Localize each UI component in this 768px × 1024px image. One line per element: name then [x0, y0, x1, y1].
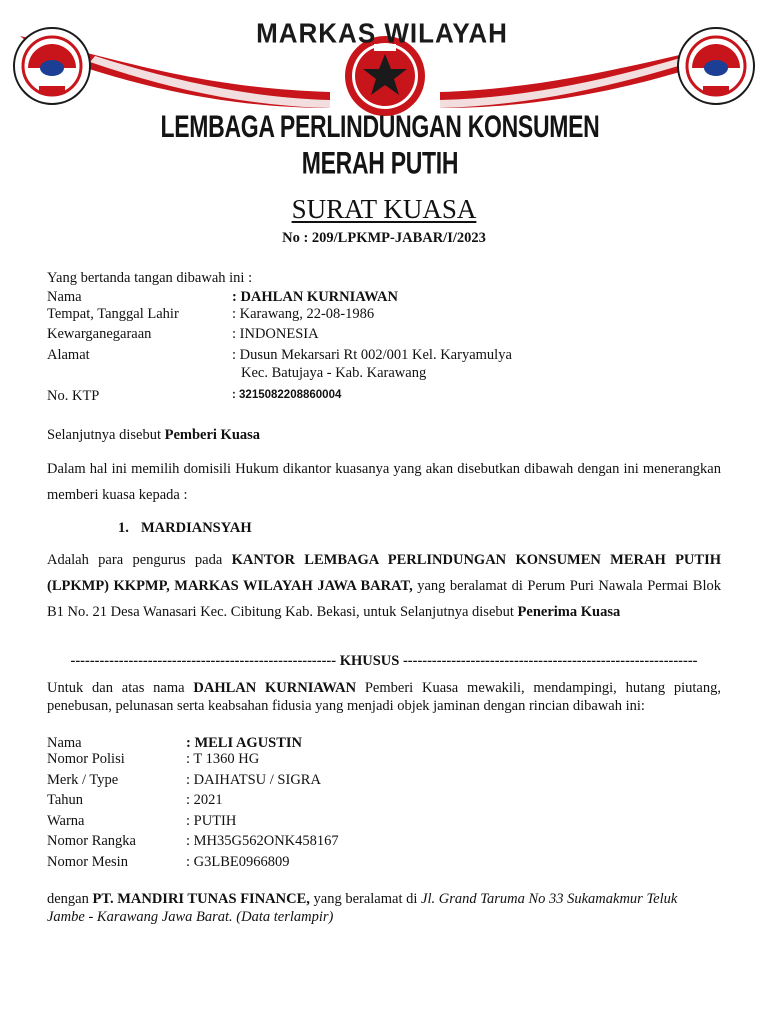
- intro-text: Yang bertanda tangan dibawah ini :: [47, 270, 253, 286]
- grantor-citizenship-value: : INDONESIA: [232, 326, 319, 342]
- vehicle-row-value: : MELI AGUSTIN: [186, 735, 303, 751]
- vehicle-row-label: Merk / Type: [47, 772, 119, 788]
- vehicle-row-label: Nomor Mesin: [47, 854, 128, 870]
- grantor-address-line2: Kec. Batujaya - Kab. Karawang: [241, 365, 427, 381]
- document-number: No : 209/LPKMP-JABAR/I/2023: [282, 230, 486, 246]
- vehicle-row-label: Nomor Rangka: [47, 833, 136, 849]
- vehicle-row-value: : DAIHATSU / SIGRA: [186, 772, 321, 788]
- vehicle-row-value: : 2021: [186, 792, 223, 808]
- attorney-name: MARDIANSYAH: [141, 520, 252, 536]
- grantor-birth-label: Tempat, Tanggal Lahir: [47, 306, 179, 322]
- special-separator: ------------------------------------------------------- KHUSUS -------------------------------------------------------------: [70, 653, 698, 669]
- document-title: SURAT KUASA: [291, 194, 477, 224]
- letterhead-subtitle: LEMBAGA PERLINDUNGAN KONSUMEN MERAH PUTIH: [160, 108, 600, 181]
- vehicle-row-value: : MH35G562ONK458167: [186, 833, 339, 849]
- grantor-name-value: : DAHLAN KURNIAWAN: [232, 289, 398, 305]
- vehicle-row-value: : T 1360 HG: [186, 751, 260, 767]
- grantor-ktp-value: : 3215082208860004: [232, 389, 342, 401]
- vehicle-row-label: Warna: [47, 813, 85, 829]
- left-emblem: [14, 28, 90, 104]
- grantor-address-line1: : Dusun Mekarsari Rt 002/001 Kel. Karyamulya: [232, 347, 512, 363]
- vehicle-row-label: Nomor Polisi: [47, 751, 125, 767]
- organization-paragraph: Adalah para pengurus pada KANTOR LEMBAGA PERLINDUNGAN KONSUMEN MERAH PUTIH (LPKMP) KKPMP, MARKAS WILAYAH JAWA BARAT, yang beralamat di Perum Puri Nawala Permai Blok B1 No. 21 Desa Wanasari Kec. Cibitung Kab. Bekasi, untuk Selanjutnya disebut Penerima Kuasa: [47, 552, 721, 620]
- letterhead-top-title: MARKAS WILAYAH: [256, 17, 508, 49]
- vehicle-row-label: Nama: [47, 735, 82, 751]
- grantor-name-label: Nama: [47, 289, 82, 305]
- finance-paragraph: dengan PT. MANDIRI TUNAS FINANCE, yang beralamat di Jl. Grand Taruma No 33 Sukamakmur Teluk Jambe - Karawang Jawa Barat. (Data terlampir): [47, 891, 678, 925]
- right-emblem: [678, 28, 754, 104]
- special-paragraph: Untuk dan atas nama DAHLAN KURNIAWAN Pemberi Kuasa mewakili, mendampingi, hutang piutang, penebusan, pelunasan serta keabsahan fidusia yang menjadi objek jaminan dengan rincian dibawah ini:: [47, 680, 721, 714]
- letterhead: [0, 0, 768, 181]
- domicile-paragraph: Dalam hal ini memilih domisili Hukum dikantor kuasanya yang akan disebutkan dibawah dengan ini menerangkan memberi kuasa kepada :: [47, 461, 721, 503]
- grantor-address-label: Alamat: [47, 347, 90, 363]
- vehicle-row-label: Tahun: [47, 792, 84, 808]
- grantor-birth-value: : Karawang, 22-08-1986: [232, 306, 375, 322]
- grantor-citizenship-label: Kewarganegaraan: [47, 326, 152, 342]
- grantor-ktp-label: No. KTP: [47, 388, 100, 404]
- vehicle-row-value: : G3LBE0966809: [186, 854, 290, 870]
- vehicle-row-value: : PUTIH: [186, 813, 237, 829]
- attorney-number: 1.: [118, 520, 129, 536]
- called-grantor: Selanjutnya disebut Pemberi Kuasa: [47, 427, 261, 443]
